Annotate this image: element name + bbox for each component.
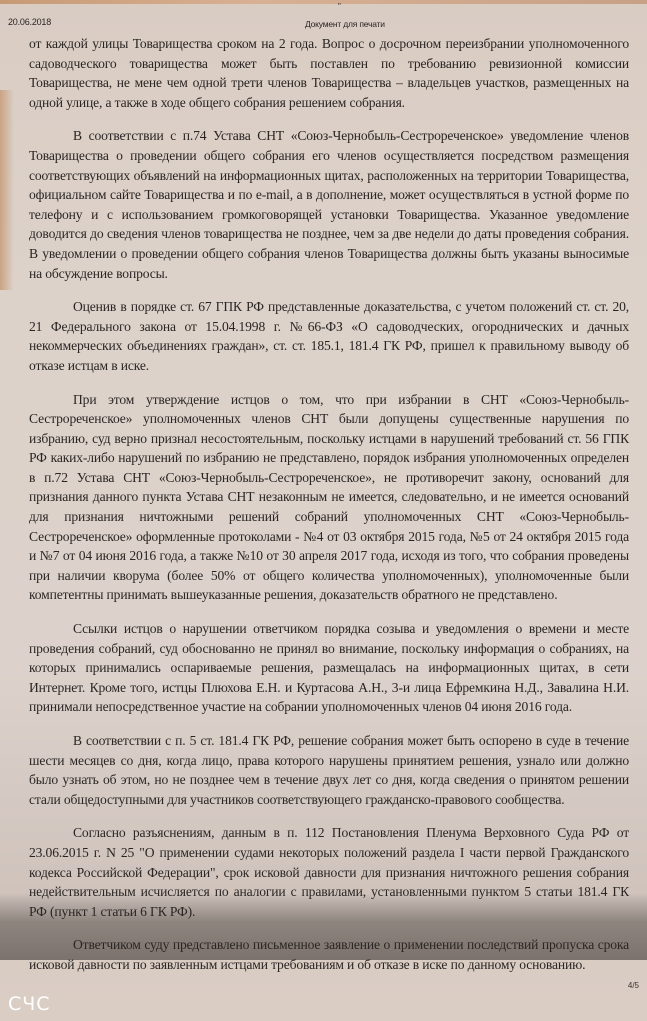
paragraph-evaluation: Оценив в порядке ст. 67 ГПК РФ представленные доказательства, с учетом положений ст. ст. 20, 21 Федерального закона от 15.04.1998 г. №66-ФЗ «О садоводческих, огороднических и дачных некоммерческих объединениях граждан», ст. ст. 185.1, 181.4 ГК РФ, пришел к правильному выводу об отказе истцам в иске. [29, 299, 629, 373]
print-date: 20.06.2018 [8, 17, 52, 27]
paragraph-challenge-period: В соответствии с п. 5 ст. 181.4 ГК РФ, решение собрания может быть оспорено в суде в течение шести месяцев со дня, когда лицо, права которого нарушены принятием решения, узнало или должно было узнать об этом, но не позднее чем в течение двух лет со дня, когда сведения о принятом решении стали общедоступными для участников соответствующего гражданско-правового сообщества. [29, 733, 629, 807]
header-mark: " [338, 2, 341, 11]
watermark-label: СЧС [8, 993, 51, 1015]
paragraph-limitation: Ответчиком суду представлено письменное заявление о применении последствий пропуска срока исковой давности по заявленным истцами требованиям и об отказе в иске по данному основанию. [29, 937, 629, 972]
page-number: 4/5 [627, 981, 639, 990]
paragraph-election: При этом утверждение истцов о том, что при избрании в СНТ «Союз-Чернобыль-Сестрореченское» уполномоченных членов СНТ были допущены существенные нарушения по избранию, суд верно признал несостоятельным, поскольку истцами в нарушений требований ст. 56 ГПК РФ каких-либо нарушений по избранию не представлено, порядок избрания уполномоченных определен в п.72 Устава СНТ «Союз-Чернобыль-Сестрореченское», не противоречит закону, оснований для признания данного пункта Устава СНТ незаконным не имеется, следовательно, и не имеется оснований для признания ничтожными решений собраний уполномоченных СНТ «Союз-Чернобыль-Сестрореченское» оформленные протоколами - №4 от 03 октября 2015 года, №5 от 24 октября 2015 года и №7 от 04 июня 2016 года, а также №10 от 30 апреля 2017 года, исходя из того, что собрания проведены при наличии кворума (более 50% от общего количества уполномоченных), уполномоченные были компетентны принимать вышеуказанные решения, доказательств обратного не представлено. [29, 391, 629, 603]
paragraph-notification: В соответствии с п.74 Устава СНТ «Союз-Чернобыль-Сестрореченское» уведомление членов Товарищества о проведении общего собрания его членов осуществляется посредством размещения соответствующих объявлений на информационных щитах, расположенных на территории Товарищества, официальном сайте Товарищества и по e-mail, а в дополнение, может осуществляться в устной форме по телефону и с использованием громкоговорящей установки Товарищества. Указанное уведомление доводится до сведения членов товарищества не позднее, чем за две недели до даты проведения собрания. В уведомлении о проведении общего собрания членов Товарищества должны быть указаны выносимые на обсуждение вопросы. [29, 128, 629, 281]
paragraph-continuation: от каждой улицы Товарищества сроком на 2 года. Вопрос о досрочном переизбрании уполномоченного садоводческого товарищества может быть поставлен по требованию ревизионной комиссии Товарищества, не мене чем одной трети членов Товарищества – владельцев участков, размещенных на одной улице, а также в ходе общего собрания решением собрания. [29, 36, 629, 110]
print-header-title: Документ для печати [305, 19, 385, 29]
paragraph-plenum: Согласно разъяснениям, данным в п. 112 Постановления Пленума Верховного Суда РФ от 23.06.2015 г. N 25 "О применении судами некоторых положений раздела I части первой Гражданского кодекса Российской Федерации", срок исковой давности для признания ничтожного решения собрания недействительным исчисляется по аналогии с правилами, установленными пунктом 5 статьи 181.4 ГК РФ (пункт 1 статьи 6 ГК РФ). [29, 825, 629, 919]
page-footer [0, 979, 647, 1021]
document-body [29, 34, 629, 975]
paragraph-meeting-notice: Ссылки истцов о нарушении ответчиком порядка созыва и уведомления о времени и месте проведения собраний, суд обоснованно не принял во внимание, поскольку информация о собраниях, на которых принимались оспариваемые решения, размещалась на информационных щитах, в сети Интернет. Кроме того, истцы Плюхова Е.Н. и Куртасова А.Н., 3-и лица Ефремкина Н.Д., Завалина Н.И. принимали непосредственное участие на собрании уполномоченных членов 04 июня 2016 года. [29, 621, 629, 715]
